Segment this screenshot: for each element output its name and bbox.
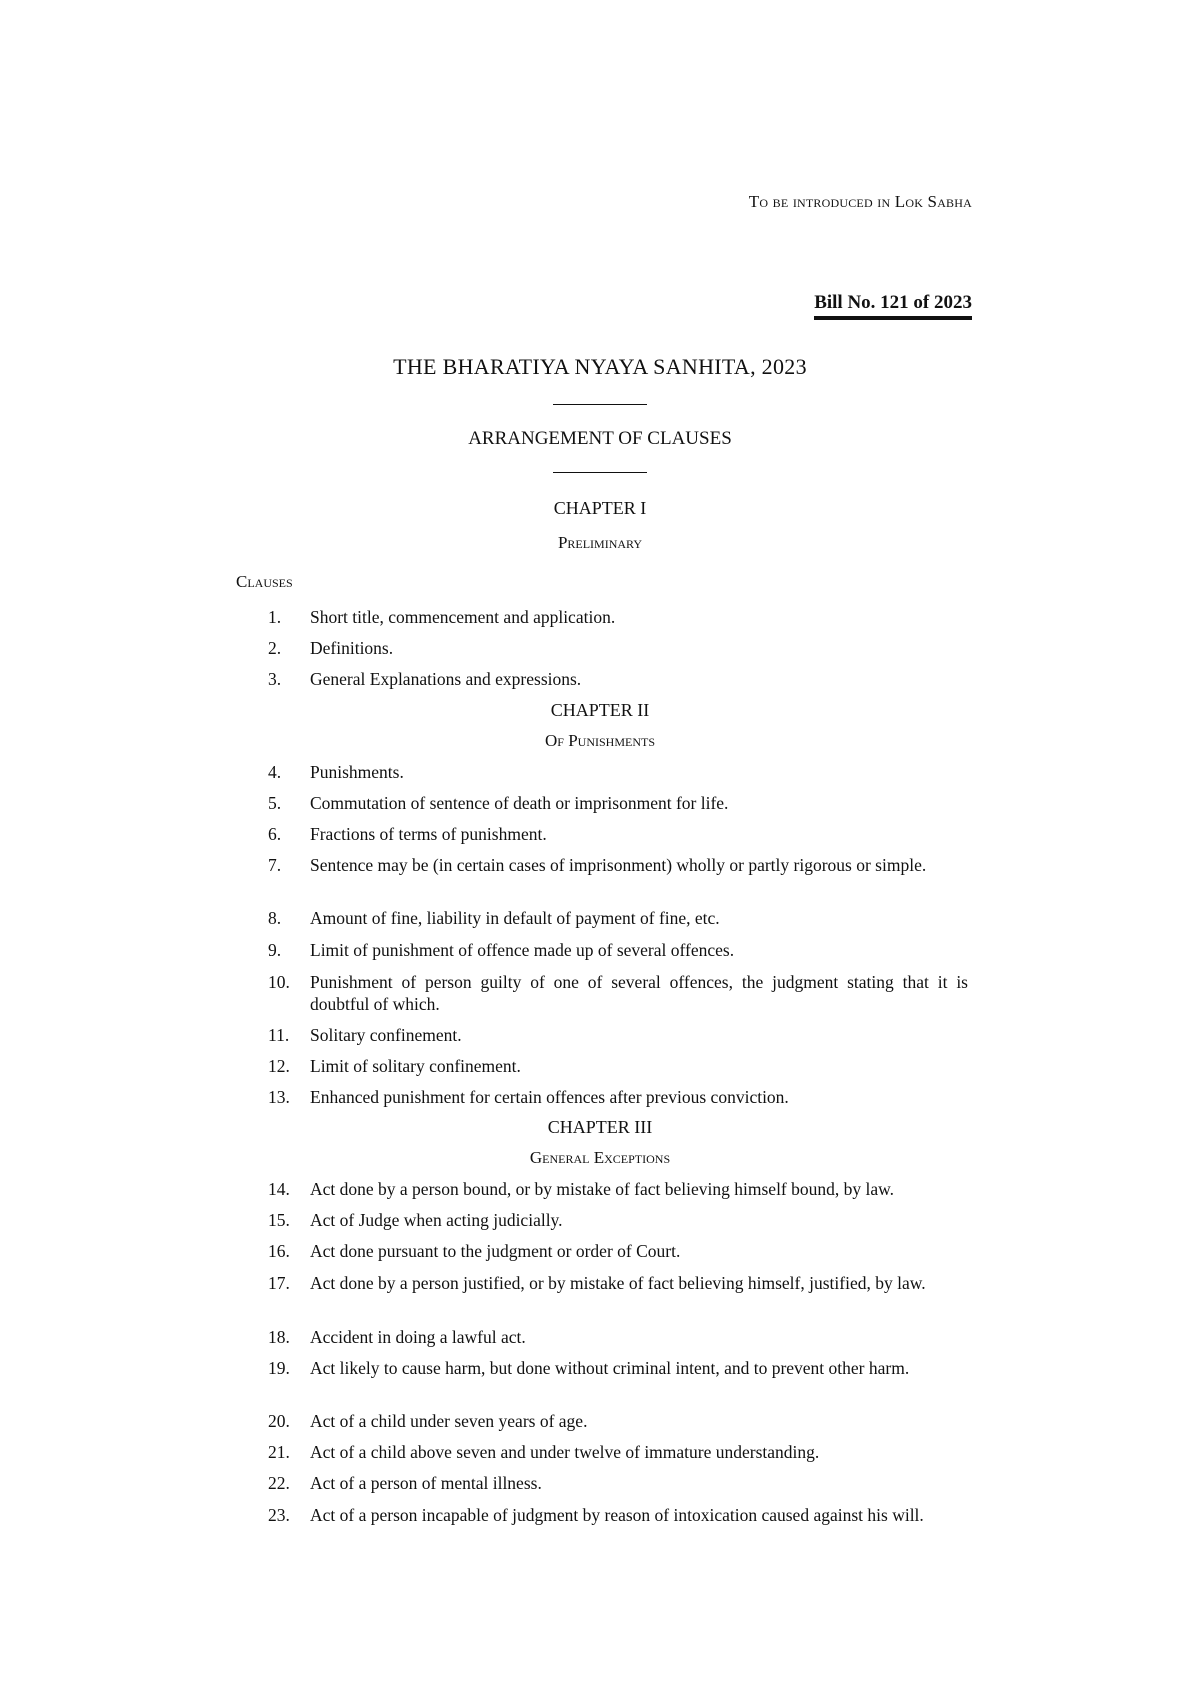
clause-number: 16. — [268, 1241, 290, 1261]
clause-number: 21. — [268, 1442, 290, 1462]
clause-text: Act of a person of mental illness. — [310, 1473, 542, 1493]
clause-item — [268, 637, 968, 659]
clause-item — [268, 1178, 968, 1200]
title-divider — [553, 404, 647, 405]
clause-text: Accident in doing a lawful act. — [310, 1327, 526, 1347]
clause-number: 15. — [268, 1210, 290, 1230]
introduction-note: To be introduced in Lok Sabha — [748, 192, 972, 211]
clause-text: Sentence may be (in certain cases of imprisonment) wholly or partly rigorous or simple. — [310, 855, 927, 875]
clause-number: 14. — [268, 1179, 290, 1199]
clause-item — [268, 792, 968, 814]
clause-text: Definitions. — [310, 638, 394, 658]
clause-item — [268, 1472, 968, 1494]
chapter-subtitle: Of Punishments — [545, 731, 655, 750]
clauses-label: Clauses — [236, 572, 293, 591]
clause-text: Punishment of person guilty of one of several offences, the judgment stating that it is doubtful of which. — [310, 972, 968, 1014]
clause-item — [268, 854, 968, 876]
clause-number: 1. — [268, 607, 282, 627]
clause-item — [268, 668, 968, 690]
clause-text: Act of a child above seven and under twelve of immature understanding. — [310, 1442, 820, 1462]
clause-item — [268, 907, 968, 929]
clause-text: Act of a person incapable of judgment by reason of intoxication caused against his will. — [310, 1505, 924, 1525]
clause-number: 20. — [268, 1411, 290, 1431]
clause-item — [268, 939, 968, 961]
clause-text: Fractions of terms of punishment. — [310, 824, 547, 844]
clause-text: Enhanced punishment for certain offences after previous conviction. — [310, 1087, 789, 1107]
clause-item — [268, 1024, 968, 1046]
clause-number: 8. — [268, 908, 282, 928]
clause-number: 22. — [268, 1473, 290, 1493]
clause-text: Amount of fine, liability in default of payment of fine, etc. — [310, 908, 720, 928]
clause-number: 2. — [268, 638, 282, 658]
clause-item — [268, 1504, 968, 1526]
clause-text: Act of a child under seven years of age. — [310, 1411, 588, 1431]
clause-item — [268, 1410, 968, 1432]
clause-item — [268, 1272, 968, 1294]
chapter-heading: CHAPTER I — [553, 498, 647, 518]
chapter-heading: CHAPTER II — [550, 700, 650, 720]
clause-item — [268, 1240, 968, 1262]
clause-number: 19. — [268, 1358, 290, 1378]
clause-number: 13. — [268, 1087, 290, 1107]
clause-item — [268, 823, 968, 845]
arrangement-divider — [553, 472, 647, 473]
clause-text: Limit of solitary confinement. — [310, 1056, 521, 1076]
clause-text: Act done by a person justified, or by mistake of fact believing himself, justified, by law. — [310, 1273, 926, 1293]
arrangement-heading: ARRANGEMENT OF CLAUSES — [468, 428, 732, 449]
clause-number: 6. — [268, 824, 282, 844]
clause-number: 11. — [268, 1025, 290, 1045]
clause-item — [268, 1055, 968, 1077]
clause-number: 9. — [268, 940, 282, 960]
clause-text: Act done by a person bound, or by mistake of fact believing himself bound, by law. — [310, 1179, 895, 1199]
clause-text: Commutation of sentence of death or imprisonment for life. — [310, 793, 729, 813]
clause-text: Solitary confinement. — [310, 1025, 462, 1045]
clause-text: Limit of punishment of offence made up of several offences. — [310, 940, 735, 960]
clause-item — [268, 761, 968, 783]
clause-number: 17. — [268, 1273, 290, 1293]
bill-number: Bill No. 121 of 2023 — [814, 292, 972, 320]
clause-item — [268, 1086, 968, 1108]
clause-number: 4. — [268, 762, 282, 782]
document-title: THE BHARATIYA NYAYA SANHITA, 2023 — [393, 354, 807, 379]
clause-text: Act likely to cause harm, but done without criminal intent, and to prevent other harm. — [310, 1358, 910, 1378]
clause-item — [268, 1441, 968, 1463]
clause-number: 12. — [268, 1056, 290, 1076]
chapter-subtitle: Preliminary — [557, 533, 643, 552]
clause-text: Act of Judge when acting judicially. — [310, 1210, 563, 1230]
clause-number: 5. — [268, 793, 282, 813]
clause-item — [268, 1357, 968, 1379]
clause-number: 18. — [268, 1327, 290, 1347]
clause-text: Punishments. — [310, 762, 404, 782]
clause-text: General Explanations and expressions. — [310, 669, 582, 689]
clause-number: 10. — [268, 972, 290, 992]
clause-text: Short title, commencement and application. — [310, 607, 616, 627]
clause-item — [268, 1209, 968, 1231]
chapter-subtitle: General Exceptions — [529, 1148, 671, 1167]
clause-number: 3. — [268, 669, 282, 689]
clause-item — [268, 1326, 968, 1348]
chapter-heading: CHAPTER III — [547, 1117, 653, 1137]
clause-text: Act done pursuant to the judgment or order of Court. — [310, 1241, 681, 1261]
clause-number: 23. — [268, 1505, 290, 1525]
clause-item — [268, 971, 968, 1015]
clause-item — [268, 606, 968, 628]
clause-number: 7. — [268, 855, 282, 875]
